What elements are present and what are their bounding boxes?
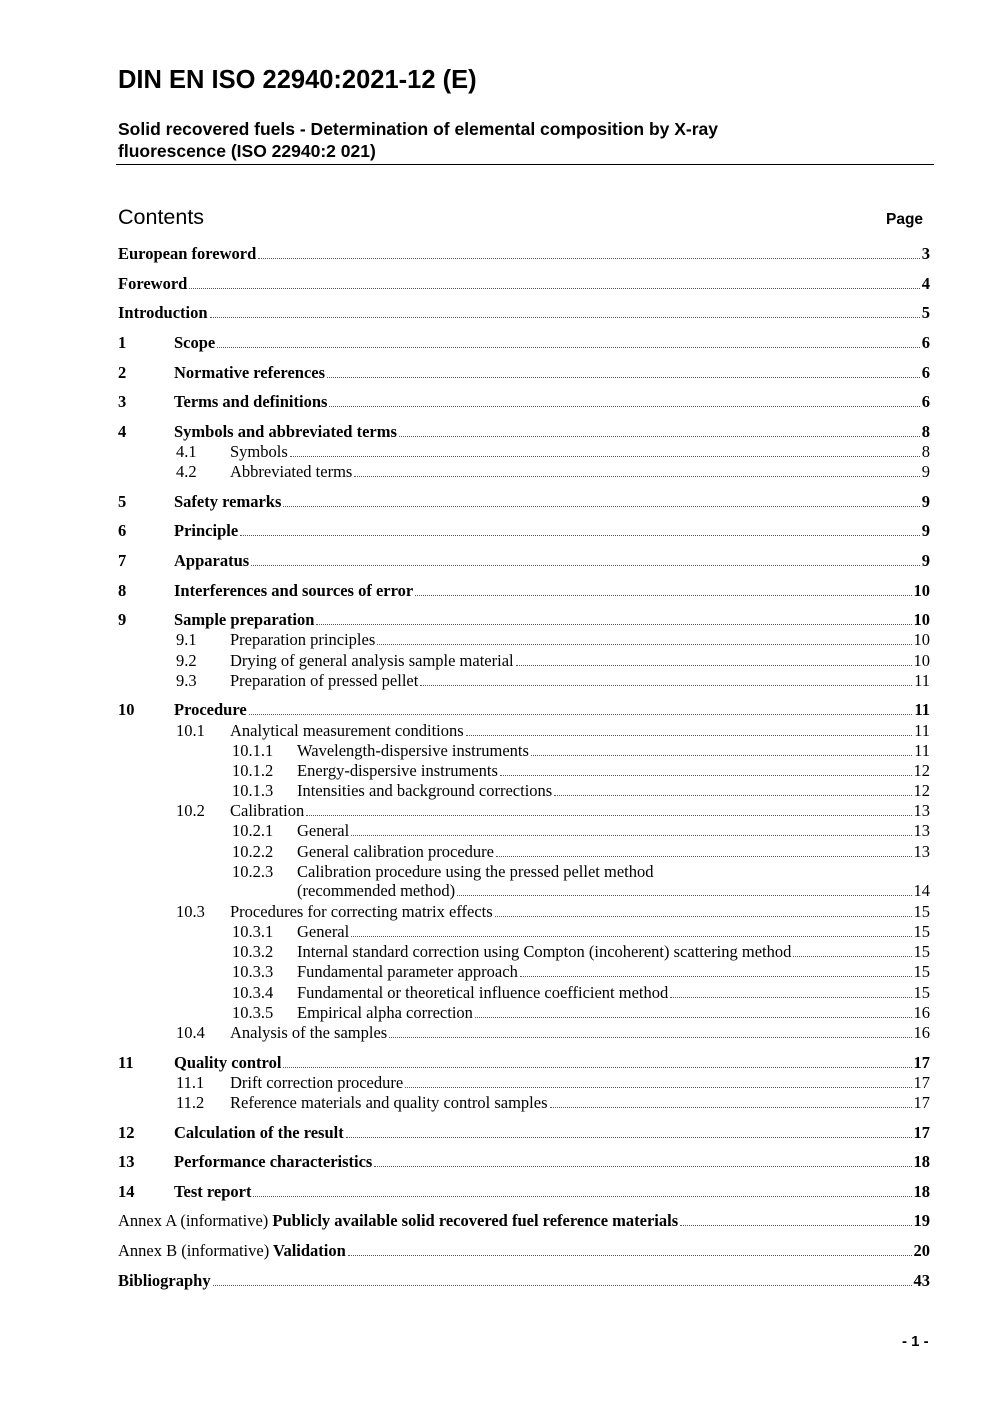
toc-entry-title: Terms and definitions bbox=[174, 392, 328, 411]
toc-entry-page: 10 bbox=[913, 630, 930, 649]
toc-entry-number: 1 bbox=[118, 333, 127, 352]
toc-entry[interactable] bbox=[0, 962, 992, 982]
toc-entry-page: 11 bbox=[914, 741, 930, 760]
toc-entry[interactable] bbox=[0, 801, 992, 821]
toc-entry-page: 17 bbox=[913, 1123, 930, 1142]
dot-leader bbox=[670, 983, 911, 998]
toc-entry-number: 10.3.1 bbox=[232, 922, 274, 941]
toc-entry[interactable] bbox=[0, 244, 992, 264]
toc-entry-page: 8 bbox=[921, 422, 930, 441]
toc-entry[interactable] bbox=[0, 363, 992, 383]
toc-entry[interactable] bbox=[0, 902, 992, 922]
dot-leader bbox=[377, 630, 911, 645]
toc-entry-title: Symbols and abbreviated terms bbox=[174, 422, 397, 441]
dot-leader bbox=[290, 442, 920, 457]
toc-entry[interactable] bbox=[0, 1053, 992, 1073]
toc-entry-continuation[interactable] bbox=[0, 881, 992, 901]
contents-heading: Contents bbox=[118, 205, 205, 229]
toc-entry-title: Wavelength-dispersive instruments bbox=[297, 741, 529, 760]
dot-leader bbox=[420, 671, 912, 686]
toc-entry-page: 3 bbox=[921, 244, 930, 263]
subtitle-line-2: fluorescence (ISO 22940:2 021) bbox=[118, 141, 376, 161]
toc-entry-number: 3 bbox=[118, 392, 127, 411]
toc-entry-number: 10.3.5 bbox=[232, 1003, 274, 1022]
toc-entry-number: 12 bbox=[118, 1123, 135, 1142]
toc-entry[interactable] bbox=[0, 551, 992, 571]
dot-leader bbox=[217, 333, 920, 348]
dot-leader bbox=[351, 922, 911, 937]
toc-entry-title: Interferences and sources of error bbox=[174, 581, 414, 600]
dot-leader bbox=[500, 761, 912, 776]
dot-leader bbox=[253, 1182, 911, 1197]
toc-entry-number: 11.1 bbox=[176, 1073, 205, 1092]
toc-entry-title: Symbols bbox=[230, 442, 288, 461]
toc-entry-page: 9 bbox=[921, 551, 930, 570]
toc-entry-number: 10.1.1 bbox=[232, 741, 274, 760]
dot-leader bbox=[415, 581, 911, 596]
toc-entry-page: 4 bbox=[921, 274, 930, 293]
toc-entry-title: Performance characteristics bbox=[174, 1152, 373, 1171]
toc-entry-title: Intensities and background corrections bbox=[297, 781, 553, 800]
dot-leader bbox=[189, 274, 919, 289]
dot-leader bbox=[495, 902, 912, 917]
toc-entry[interactable] bbox=[0, 862, 992, 882]
document-id: DIN EN ISO 22940:2021-12 (E) bbox=[118, 66, 477, 94]
toc-entry-page: 10 bbox=[913, 651, 930, 670]
toc-entry[interactable] bbox=[0, 1123, 992, 1143]
toc-entry-number: 14 bbox=[118, 1182, 135, 1201]
toc-entry-title-continued: (recommended method) bbox=[297, 881, 456, 900]
toc-entry-number: 10.1 bbox=[176, 721, 205, 740]
toc-entry-number: 4 bbox=[118, 422, 127, 441]
toc-entry-annex-b[interactable] bbox=[0, 1241, 992, 1261]
toc-entry-title: Reference materials and quality control samples bbox=[230, 1093, 548, 1112]
dot-leader bbox=[496, 842, 912, 857]
toc-entry-page: 13 bbox=[913, 821, 930, 840]
dot-leader bbox=[475, 1003, 912, 1018]
toc-entry[interactable] bbox=[0, 651, 992, 671]
toc-entry-page: 11 bbox=[914, 700, 930, 719]
toc-entry-number: 7 bbox=[118, 551, 127, 570]
dot-leader bbox=[240, 521, 920, 536]
toc-entry-number: 9.1 bbox=[176, 630, 197, 649]
toc-entry-number: 9.3 bbox=[176, 671, 197, 690]
toc-entry[interactable] bbox=[0, 1182, 992, 1202]
dot-leader bbox=[466, 721, 912, 736]
toc-entry-number: 8 bbox=[118, 581, 127, 600]
toc-entry-number: 13 bbox=[118, 1152, 135, 1171]
toc-entry-number: 2 bbox=[118, 363, 127, 382]
annex-prefix: Annex A (informative) bbox=[118, 1211, 269, 1230]
toc-entry-page: 9 bbox=[921, 492, 930, 511]
toc-entry-number: 10.1.2 bbox=[232, 761, 274, 780]
toc-entry[interactable] bbox=[0, 1003, 992, 1023]
dot-leader bbox=[520, 962, 912, 977]
dot-leader bbox=[457, 881, 911, 896]
toc-entry-title: Scope bbox=[174, 333, 216, 352]
toc-entry-page: 15 bbox=[913, 962, 930, 981]
dot-leader bbox=[258, 244, 919, 259]
toc-entry-page: 18 bbox=[913, 1182, 930, 1201]
toc-entry[interactable] bbox=[0, 274, 992, 294]
toc-entry-number: 5 bbox=[118, 492, 127, 511]
toc-entry[interactable] bbox=[0, 1073, 992, 1093]
toc-entry-title: Calibration procedure using the pressed pellet method bbox=[297, 862, 654, 881]
toc-entry-page: 19 bbox=[913, 1211, 930, 1230]
toc-entry-number: 11.2 bbox=[176, 1093, 205, 1112]
toc-entry-number: 10.2.3 bbox=[232, 862, 274, 881]
toc-entry-number: 10.3 bbox=[176, 902, 205, 921]
toc-entry-number: 4.2 bbox=[176, 462, 197, 481]
toc-entry-page: 12 bbox=[913, 761, 930, 780]
toc-entry-number: 6 bbox=[118, 521, 127, 540]
dot-leader bbox=[327, 363, 920, 378]
toc-entry-title: Apparatus bbox=[174, 551, 250, 570]
toc-entry-title: Preparation principles bbox=[230, 630, 376, 649]
toc-entry-number: 9 bbox=[118, 610, 127, 629]
toc-entry-title: Drying of general analysis sample material bbox=[230, 651, 514, 670]
toc-entry-number: 10.2.1 bbox=[232, 821, 274, 840]
toc-entry-number: 10.2.2 bbox=[232, 842, 274, 861]
dot-leader bbox=[374, 1152, 911, 1167]
toc-entry-page: 6 bbox=[921, 363, 930, 382]
dot-leader bbox=[283, 492, 919, 507]
toc-entry[interactable] bbox=[0, 1023, 992, 1043]
toc-entry[interactable] bbox=[0, 1152, 992, 1172]
toc-entry-title: Sample preparation bbox=[174, 610, 315, 629]
dot-leader bbox=[399, 422, 920, 437]
toc-entry-title: Test report bbox=[174, 1182, 252, 1201]
toc-entry[interactable] bbox=[0, 821, 992, 841]
subtitle-line-1: Solid recovered fuels - Determination of elemental composition by X-ray bbox=[118, 119, 718, 139]
toc-entry-annex-a[interactable] bbox=[0, 1211, 992, 1231]
toc-entry-title: General bbox=[297, 922, 350, 941]
page-column-label: Page bbox=[886, 211, 924, 228]
dot-leader bbox=[531, 741, 912, 756]
toc-entry[interactable] bbox=[0, 610, 992, 630]
toc-entry[interactable] bbox=[0, 761, 992, 781]
toc-entry[interactable] bbox=[0, 842, 992, 862]
toc-entry-page: 14 bbox=[913, 881, 930, 900]
toc-entry-page: 15 bbox=[913, 902, 930, 921]
toc-entry[interactable] bbox=[0, 983, 992, 1003]
toc-entry[interactable] bbox=[0, 442, 992, 462]
dot-leader bbox=[793, 942, 911, 957]
toc-entry[interactable] bbox=[0, 1271, 992, 1291]
dot-leader bbox=[329, 392, 919, 407]
toc-entry-number: 9.2 bbox=[176, 651, 197, 670]
toc-entry-title: Energy-dispersive instruments bbox=[297, 761, 498, 780]
toc-entry-title: Fundamental parameter approach bbox=[297, 962, 518, 981]
toc-entry-page: 9 bbox=[921, 462, 930, 481]
toc-entry-page: 17 bbox=[913, 1073, 930, 1092]
toc-entry[interactable] bbox=[0, 700, 992, 720]
toc-entry-page: 5 bbox=[921, 303, 930, 322]
toc-entry[interactable] bbox=[0, 462, 992, 482]
toc-entry-title: Calculation of the result bbox=[174, 1123, 344, 1142]
dot-leader bbox=[249, 700, 913, 715]
toc-entry-page: 13 bbox=[913, 842, 930, 861]
toc-entry-number: 4.1 bbox=[176, 442, 197, 461]
toc-entry-title: Foreword bbox=[118, 274, 188, 293]
dot-leader bbox=[554, 781, 911, 796]
toc-entry-title: General calibration procedure bbox=[297, 842, 494, 861]
dot-leader bbox=[251, 551, 920, 566]
toc-entry-number: 10.1.3 bbox=[232, 781, 274, 800]
toc-entry[interactable] bbox=[0, 942, 992, 962]
toc-entry-title: Quality control bbox=[174, 1053, 282, 1072]
toc-entry-page: 17 bbox=[913, 1053, 930, 1072]
toc-entry-page: 9 bbox=[921, 521, 930, 540]
toc-entry[interactable] bbox=[0, 741, 992, 761]
toc-entry-title: Preparation of pressed pellet bbox=[230, 671, 419, 690]
toc-entry[interactable] bbox=[0, 721, 992, 741]
dot-leader bbox=[550, 1093, 912, 1108]
toc-entry-title: European foreword bbox=[118, 244, 257, 263]
toc-entry-page: 12 bbox=[913, 781, 930, 800]
toc-entry-title: Abbreviated terms bbox=[230, 462, 353, 481]
toc-entry-page: 15 bbox=[913, 942, 930, 961]
toc-entry-page: 15 bbox=[913, 922, 930, 941]
annex-prefix: Annex B (informative) bbox=[118, 1241, 270, 1260]
toc-entry-title: Procedure bbox=[174, 700, 247, 719]
toc-entry-page: 13 bbox=[913, 801, 930, 820]
toc-entry-title: Principle bbox=[174, 521, 239, 540]
toc-entry-page: 17 bbox=[913, 1093, 930, 1112]
dot-leader bbox=[351, 821, 911, 836]
toc-entry-page: 15 bbox=[913, 983, 930, 1002]
toc-entry-title: Publicly available solid recovered fuel reference materials bbox=[272, 1211, 679, 1230]
dot-leader bbox=[316, 610, 911, 625]
toc-entry[interactable] bbox=[0, 492, 992, 512]
toc-entry-number: 11 bbox=[118, 1053, 134, 1072]
toc-entry-page: 6 bbox=[921, 392, 930, 411]
dot-leader bbox=[346, 1123, 912, 1138]
page-number: - 1 - bbox=[902, 1333, 929, 1350]
dot-leader bbox=[213, 1271, 912, 1286]
toc-entry[interactable] bbox=[0, 392, 992, 412]
toc-entry-title: Validation bbox=[273, 1241, 346, 1260]
toc-entry-number: 10.3.3 bbox=[232, 962, 274, 981]
toc-entry-title: Calibration bbox=[230, 801, 305, 820]
toc-entry-number: 10.2 bbox=[176, 801, 205, 820]
toc-entry-page: 16 bbox=[913, 1003, 930, 1022]
dot-leader bbox=[210, 303, 920, 318]
dot-leader bbox=[680, 1211, 911, 1226]
toc-entry[interactable] bbox=[0, 581, 992, 601]
toc-entry-number: 10.3.4 bbox=[232, 983, 274, 1002]
toc-entry-title: Internal standard correction using Compton (incoherent) scattering method bbox=[297, 942, 792, 961]
toc-entry[interactable] bbox=[0, 521, 992, 541]
toc-entry-page: 10 bbox=[913, 581, 930, 600]
toc-entry-number: 10.4 bbox=[176, 1023, 205, 1042]
toc-entry[interactable] bbox=[0, 671, 992, 691]
toc-entry-page: 11 bbox=[914, 671, 930, 690]
dot-leader bbox=[348, 1241, 912, 1256]
toc-entry-title: Analytical measurement conditions bbox=[230, 721, 464, 740]
toc-entry-page: 20 bbox=[913, 1241, 930, 1260]
toc-entry[interactable] bbox=[0, 781, 992, 801]
toc-entry[interactable] bbox=[0, 922, 992, 942]
toc-entry-title: Drift correction procedure bbox=[230, 1073, 404, 1092]
toc-entry-title: Empirical alpha correction bbox=[297, 1003, 473, 1022]
toc-entry-title: Procedures for correcting matrix effects bbox=[230, 902, 493, 921]
toc-entry-page: 8 bbox=[921, 442, 930, 461]
toc-entry-page: 10 bbox=[913, 610, 930, 629]
toc-entry-title: Introduction bbox=[118, 303, 208, 322]
toc-entry[interactable] bbox=[0, 1093, 992, 1113]
toc-entry-page: 16 bbox=[913, 1023, 930, 1042]
toc-entry-title: Analysis of the samples bbox=[230, 1023, 388, 1042]
dot-leader bbox=[405, 1073, 911, 1088]
toc-entry-title: Safety remarks bbox=[174, 492, 282, 511]
toc-entry[interactable] bbox=[0, 333, 992, 353]
dot-leader bbox=[283, 1053, 911, 1068]
toc-entry-page: 43 bbox=[913, 1271, 930, 1290]
dot-leader bbox=[306, 801, 911, 816]
toc-entry-number: 10 bbox=[118, 700, 135, 719]
toc-entry[interactable] bbox=[0, 630, 992, 650]
dot-leader bbox=[354, 462, 919, 477]
toc-entry[interactable] bbox=[0, 303, 992, 323]
toc-entry-title: Fundamental or theoretical influence coefficient method bbox=[297, 983, 669, 1002]
dot-leader bbox=[516, 651, 912, 666]
toc-entry-page: 11 bbox=[914, 721, 930, 740]
toc-entry-title: Normative references bbox=[174, 363, 326, 382]
dot-leader bbox=[389, 1023, 911, 1038]
toc-entry-title: Bibliography bbox=[118, 1271, 211, 1290]
toc-entry-page: 6 bbox=[921, 333, 930, 352]
toc-entry-page: 18 bbox=[913, 1152, 930, 1171]
toc-entry[interactable] bbox=[0, 422, 992, 442]
toc-entry-number: 10.3.2 bbox=[232, 942, 274, 961]
toc-entry-title: General bbox=[297, 821, 350, 840]
